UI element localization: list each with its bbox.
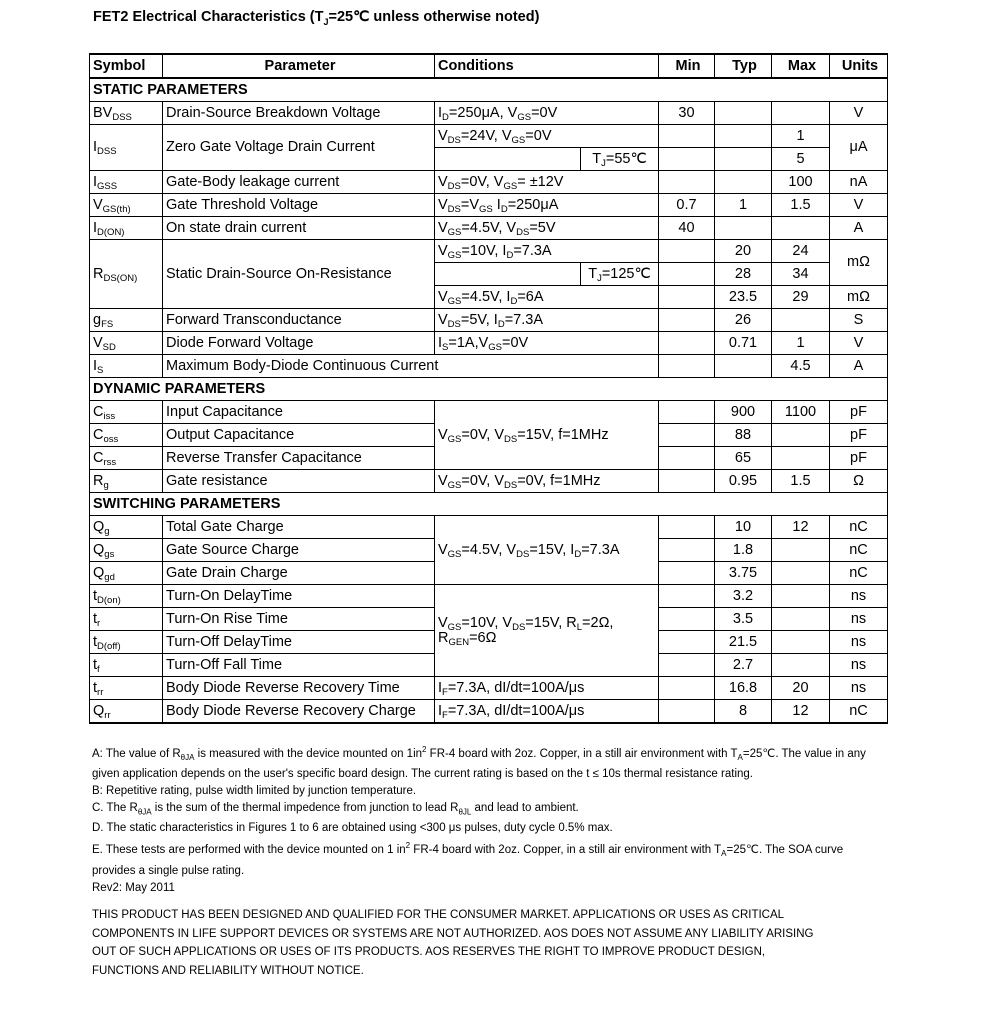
unit: V: [830, 102, 888, 125]
max-value: [772, 217, 830, 240]
parameter: Static Drain-Source On-Resistance: [163, 240, 435, 309]
max-value: [772, 424, 830, 447]
symbol: $BV_{DSS}$: [90, 102, 163, 125]
disclaimer-line: OUT OF SUCH APPLICATIONS OR USES OF ITS PRODUCTS. AOS RESERVES THE RIGHT TO IMPROVE PRODUCT DESIGN,: [92, 946, 766, 958]
table-row: [90, 401, 888, 424]
typ-value: 26: [715, 309, 772, 332]
typ-value: 1.8: [715, 539, 772, 562]
max-value: 29: [772, 286, 830, 309]
max-value: 1: [772, 332, 830, 355]
min-value: [659, 585, 715, 608]
unit: A: [830, 217, 888, 240]
parameter: Turn-On DelayTime: [163, 585, 435, 608]
max-value: [772, 102, 830, 125]
parameter: Output Capacitance: [163, 424, 435, 447]
electrical-characteristics-table: [89, 53, 888, 724]
min-value: [659, 631, 715, 654]
max-value: [772, 562, 830, 585]
section-static: STATIC PARAMETERS: [90, 78, 888, 102]
min-value: [659, 355, 715, 378]
min-value: 40: [659, 217, 715, 240]
symbol: $I_{GSS}$: [90, 171, 163, 194]
conditions: [435, 355, 659, 378]
symbol: $I_S$: [90, 355, 163, 378]
unit: mΩ: [830, 286, 888, 309]
tj-condition: $T_J=55℃$: [581, 148, 659, 171]
min-value: [659, 332, 715, 355]
conditions: $V_{GS}=0V$, $V_{DS}=15V$, f=1MHz: [435, 401, 659, 470]
min-value: [659, 286, 715, 309]
disclaimer-line: THIS PRODUCT HAS BEEN DESIGNED AND QUALIFIED FOR THE CONSUMER MARKET. APPLICATIONS OR USES AS CRITICAL: [92, 909, 785, 921]
max-value: 20: [772, 677, 830, 700]
parameter: Gate resistance: [163, 470, 435, 493]
unit: ns: [830, 654, 888, 677]
section-switching: SWITCHING PARAMETERS: [90, 493, 888, 516]
parameter: Diode Forward Voltage: [163, 332, 435, 355]
header-row: [90, 54, 888, 78]
unit: ns: [830, 608, 888, 631]
col-typ: Typ: [715, 54, 772, 78]
section-row: [90, 493, 888, 516]
typ-value: 1: [715, 194, 772, 217]
unit: nC: [830, 562, 888, 585]
typ-value: 0.95: [715, 470, 772, 493]
min-value: [659, 401, 715, 424]
section-dynamic: DYNAMIC PARAMETERS: [90, 378, 888, 401]
conditions: $V_{GS}=10V$, $V_{DS}=15V$, $R_L=2\Omega$, $R_{GEN}=6\Omega$: [435, 585, 659, 677]
parameter: Gate Threshold Voltage: [163, 194, 435, 217]
conditions: $I_D=250\mu A$, $V_{GS}=0V$: [435, 102, 659, 125]
parameter: Total Gate Charge: [163, 516, 435, 539]
table-row: [90, 102, 888, 125]
symbol: $C_{oss}$: [90, 424, 163, 447]
min-value: [659, 424, 715, 447]
parameter: Gate Drain Charge: [163, 562, 435, 585]
conditions: $V_{DS}=V_{GS}$ $I_D=250\mu A$: [435, 194, 659, 217]
symbol: $I_{DSS}$: [90, 125, 163, 171]
table-row: [90, 516, 888, 539]
typ-value: 21.5: [715, 631, 772, 654]
typ-value: 3.2: [715, 585, 772, 608]
conditions: $V_{GS}=0V$, $V_{DS}=0V$, f=1MHz: [435, 470, 659, 493]
symbol: $C_{iss}$: [90, 401, 163, 424]
revision: Rev2: May 2011: [92, 881, 175, 894]
parameter: Turn-Off DelayTime: [163, 631, 435, 654]
parameter: Input Capacitance: [163, 401, 435, 424]
typ-value: 88: [715, 424, 772, 447]
max-value: 34: [772, 263, 830, 286]
symbol: $t_{D(on)}$: [90, 585, 163, 608]
typ-value: [715, 217, 772, 240]
min-value: [659, 148, 715, 171]
unit: ns: [830, 585, 888, 608]
min-value: [659, 516, 715, 539]
unit: μA: [830, 125, 888, 171]
parameter: Reverse Transfer Capacitance: [163, 447, 435, 470]
parameter: On state drain current: [163, 217, 435, 240]
parameter: Forward Transconductance: [163, 309, 435, 332]
col-symbol: Symbol: [90, 54, 163, 78]
max-value: [772, 608, 830, 631]
unit: nA: [830, 171, 888, 194]
page-title: FET2 Electrical Characteristics ($T_J=25℃$ unless otherwise noted): [93, 9, 540, 27]
unit: ns: [830, 677, 888, 700]
unit: nC: [830, 539, 888, 562]
typ-value: [715, 102, 772, 125]
symbol: $Q_{rr}$: [90, 700, 163, 724]
parameter: Body Diode Reverse Recovery Time: [163, 677, 435, 700]
unit: S: [830, 309, 888, 332]
typ-value: 2.7: [715, 654, 772, 677]
unit: V: [830, 194, 888, 217]
parameter: Maximum Body-Diode Continuous Current: [163, 355, 435, 378]
min-value: [659, 309, 715, 332]
typ-value: 20: [715, 240, 772, 263]
typ-value: 900: [715, 401, 772, 424]
unit: pF: [830, 424, 888, 447]
max-value: [772, 585, 830, 608]
conditions-blank: [435, 148, 581, 171]
conditions: $I_S=1A,V_{GS}=0V$: [435, 332, 659, 355]
parameter: Gate Source Charge: [163, 539, 435, 562]
section-row: [90, 78, 888, 102]
table-row: [90, 217, 888, 240]
parameter: Turn-Off Fall Time: [163, 654, 435, 677]
symbol: $t_f$: [90, 654, 163, 677]
symbol: $I_{D(ON)}$: [90, 217, 163, 240]
typ-value: 16.8: [715, 677, 772, 700]
conditions: $V_{GS}=10V$, $I_D=7.3A$: [435, 240, 659, 263]
table-row: [90, 240, 888, 263]
typ-value: 3.5: [715, 608, 772, 631]
section-row: [90, 378, 888, 401]
table-row: [90, 194, 888, 217]
max-value: [772, 631, 830, 654]
unit: V: [830, 332, 888, 355]
max-value: [772, 654, 830, 677]
parameter: Drain-Source Breakdown Voltage: [163, 102, 435, 125]
conditions: $V_{GS}=4.5V$, $V_{DS}=5V$: [435, 217, 659, 240]
min-value: [659, 539, 715, 562]
symbol: $t_{D(off)}$: [90, 631, 163, 654]
conditions: $V_{DS}=24V$, $V_{GS}=0V$: [435, 125, 659, 148]
typ-value: [715, 171, 772, 194]
symbol: $t_{rr}$: [90, 677, 163, 700]
typ-value: 3.75: [715, 562, 772, 585]
symbol: $Q_g$: [90, 516, 163, 539]
min-value: [659, 470, 715, 493]
unit: A: [830, 355, 888, 378]
typ-value: [715, 355, 772, 378]
symbol: $V_{GS(th)}$: [90, 194, 163, 217]
max-value: 12: [772, 700, 830, 724]
col-conditions: Conditions: [435, 54, 659, 78]
max-value: [772, 539, 830, 562]
parameter: Zero Gate Voltage Drain Current: [163, 125, 435, 171]
min-value: [659, 700, 715, 724]
disclaimer: [92, 906, 892, 980]
max-value: 12: [772, 516, 830, 539]
min-value: 0.7: [659, 194, 715, 217]
table-row: [90, 355, 888, 378]
parameter: Body Diode Reverse Recovery Charge: [163, 700, 435, 724]
typ-value: [715, 125, 772, 148]
note-b: B: Repetitive rating, pulse width limited by junction temperature.: [92, 785, 417, 798]
typ-value: 28: [715, 263, 772, 286]
typ-value: 23.5: [715, 286, 772, 309]
conditions: $V_{DS}=0V$, $V_{GS}= \pm 12V$: [435, 171, 659, 194]
symbol: $V_{SD}$: [90, 332, 163, 355]
max-value: [772, 447, 830, 470]
symbol: $R_{DS(ON)}$: [90, 240, 163, 309]
unit: nC: [830, 516, 888, 539]
max-value: 1.5: [772, 470, 830, 493]
conditions: $V_{GS}=4.5V$, $V_{DS}=15V$, $I_D=7.3A$: [435, 516, 659, 585]
typ-value: [715, 148, 772, 171]
min-value: [659, 263, 715, 286]
conditions: $I_F=7.3A$, dI/dt=100A/μs: [435, 677, 659, 700]
col-min: Min: [659, 54, 715, 78]
unit: pF: [830, 401, 888, 424]
symbol: $t_r$: [90, 608, 163, 631]
parameter: Gate-Body leakage current: [163, 171, 435, 194]
min-value: [659, 447, 715, 470]
conditions: $I_F=7.3A$, dI/dt=100A/μs: [435, 700, 659, 724]
max-value: 1100: [772, 401, 830, 424]
table-row: [90, 125, 888, 148]
min-value: [659, 171, 715, 194]
min-value: [659, 608, 715, 631]
symbol: $g_{FS}$: [90, 309, 163, 332]
note-e: E. These tests are performed with the device mounted on 1 $in^2$ FR-4 board with 2oz. Copper, in a still air environment with $T_A=25℃$. The SOA curve provides a single pulse rating.: [92, 841, 844, 877]
min-value: 30: [659, 102, 715, 125]
note-d: D. The static characteristics in Figures 1 to 6 are obtained using <300 μs pulses, duty cycle 0.5% max.: [92, 822, 613, 835]
min-value: [659, 654, 715, 677]
typ-value: 8: [715, 700, 772, 724]
disclaimer-line: COMPONENTS IN LIFE SUPPORT DEVICES OR SYSTEMS ARE NOT AUTHORIZED. AOS DOES NOT ASSUME ANY LIABILITY ARISING: [92, 927, 814, 940]
min-value: [659, 562, 715, 585]
max-value: 24: [772, 240, 830, 263]
unit: nC: [830, 700, 888, 724]
col-max: Max: [772, 54, 830, 78]
unit: pF: [830, 447, 888, 470]
tj-condition: $T_J=125℃$: [581, 263, 659, 286]
conditions-blank: [435, 263, 581, 286]
table-row: [90, 309, 888, 332]
max-value: 5: [772, 148, 830, 171]
conditions: $V_{GS}=4.5V$, $I_D=6A$: [435, 286, 659, 309]
symbol: $Q_{gd}$: [90, 562, 163, 585]
parameter: Turn-On Rise Time: [163, 608, 435, 631]
max-value: 100: [772, 171, 830, 194]
symbol: $R_g$: [90, 470, 163, 493]
col-parameter: Parameter: [163, 54, 435, 78]
note-a: A: The value of $R_{\theta JA}$ is measured with the device mounted on $1in^2$ FR-4 board with 2oz. Copper, in a still air environment with $T_A=25℃$. The value in any given application depends on the user's specific board design. The current rating is based on the t ≤ 10s thermal resistance rating.: [92, 745, 866, 781]
note-c: C. The $R_{\theta JA}$ is the sum of the thermal impedence from junction to lead $R_{\theta JL}$ and lead to ambient.: [92, 802, 579, 817]
max-value: 1: [772, 125, 830, 148]
symbol: $Q_{gs}$: [90, 539, 163, 562]
typ-value: 10: [715, 516, 772, 539]
table-row: [90, 332, 888, 355]
typ-value: 65: [715, 447, 772, 470]
disclaimer-line: FUNCTIONS AND RELIABILITY WITHOUT NOTICE.: [92, 964, 364, 977]
min-value: [659, 677, 715, 700]
table-row: [90, 171, 888, 194]
unit: Ω: [830, 470, 888, 493]
table-row: [90, 677, 888, 700]
max-value: 4.5: [772, 355, 830, 378]
table-row: [90, 470, 888, 493]
unit: ns: [830, 631, 888, 654]
symbol: $C_{rss}$: [90, 447, 163, 470]
col-units: Units: [830, 54, 888, 78]
max-value: [772, 309, 830, 332]
unit: mΩ: [830, 240, 888, 286]
table-row: [90, 585, 888, 608]
table-row: [90, 700, 888, 724]
max-value: 1.5: [772, 194, 830, 217]
footnotes: [92, 741, 882, 897]
min-value: [659, 125, 715, 148]
conditions: $V_{DS}=5V$, $I_D=7.3A$: [435, 309, 659, 332]
min-value: [659, 240, 715, 263]
typ-value: 0.71: [715, 332, 772, 355]
